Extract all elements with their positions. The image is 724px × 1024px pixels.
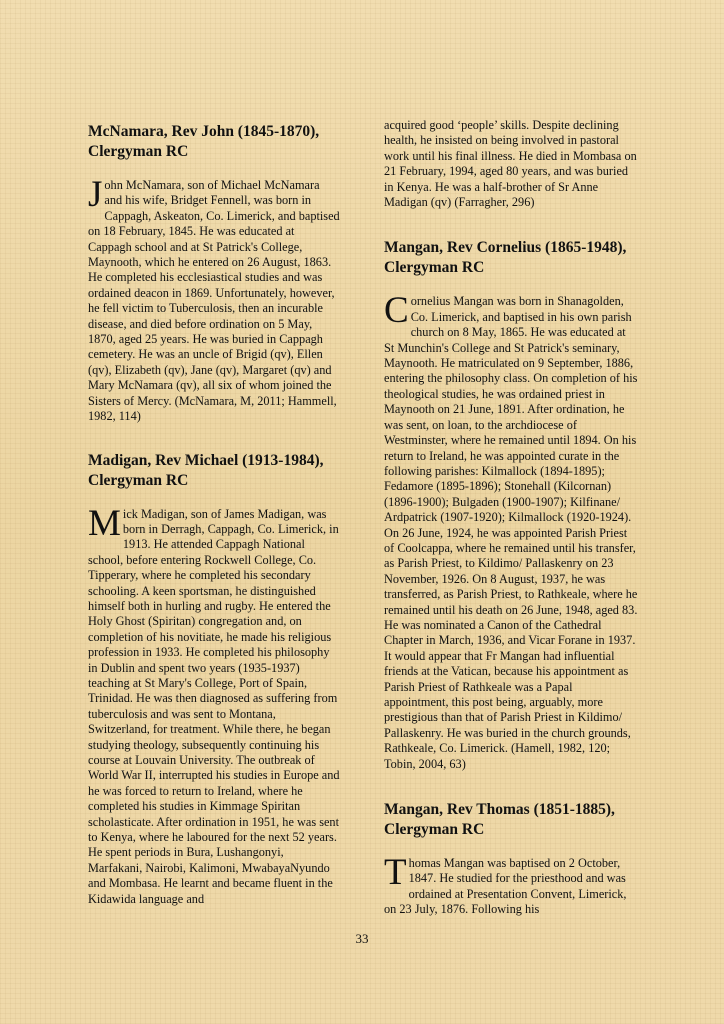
entry-title: Mangan, Rev Cornelius (1865-1948), Clergyman RC bbox=[384, 239, 627, 277]
entry-body bbox=[88, 174, 340, 425]
left-column bbox=[88, 118, 340, 907]
entry-title: Madigan, Rev Michael (1913-1984), Clergyman RC bbox=[88, 451, 324, 489]
entry-title: Mangan, Rev Thomas (1851-1885), Clergyman RC bbox=[384, 801, 615, 839]
drop-cap: C bbox=[384, 290, 409, 332]
entry-text: ick Madigan, son of James Madigan, was born in Derragh, Cappagh, Co. Limerick, in 1913. He attended Cappagh National school, before entering Rockwell College, Co. Tipperary, where he completed his secondary schooling. A keen sportsman, he distinguished himself both in hurling and rugby. He entered the Holy Ghost (Spiritan) congregation and, on completion of his novitiate, he made his religious profession in 1933. He completed his philosophy in Dublin and spent two years (1935-1937) teaching at St Mary's College, Port of Spain, Trinidad. He was then diagnosed as suffering from tuberculosis and was sent to Montana, Switzerland, for treatment. While there, he began studying theology, subsequently continuing his course at Louvain University. The outbreak of World War II, interrupted his studies in Europe and he was forced to return to Ireland, where he completed his studies in Kimmage Spiritan scholasticate. After ordination in 1951, he was sent to Kenya, where he laboured for the next 52 years. He spent periods in Bura, Lushangonyi, Marfakani, Nairobi, Kalimoni, MwabayaNyundo and Mombasa. He learnt and became fluent in the Kidawida language and bbox=[88, 506, 340, 906]
entry-text: ohn McNamara, son of Michael McNamara and his wife, Bridget Fennell, was born in Cappagh, Askeaton, Co. Limerick, and baptised on 18 February, 1845. He was educated at Cappagh school and at St Patrick's College, Maynooth, which he entered on 26 August, 1863. He completed his ecclesiastical studies and was ordained deacon in 1869. Unfortunately, however, he fell victim to Tuberculosis, then an incurable disease, and died before ordination on 5 May, 1870, aged 25 years. He was buried in Cappagh cemetery. He was an uncle of Brigid (qv), Ellen (qv), Elizabeth (qv), Jane (qv), Margaret (qv) and Mary McNamara (qv), all six of whom joined the Sisters of Mercy. (McNamara, M, 2011; Hammell, 1982, 114) bbox=[88, 178, 340, 424]
drop-cap: J bbox=[88, 174, 103, 215]
entry-body bbox=[384, 852, 638, 918]
right-column bbox=[384, 118, 638, 918]
entry-title: McNamara, Rev John (1845-1870), Clergyman RC bbox=[88, 123, 320, 160]
page-number: 33 bbox=[355, 931, 369, 946]
entry-body bbox=[384, 290, 638, 772]
entry-text: homas Mangan was baptised on 2 October, 1847. He studied for the priesthood and was ordained at Presentation Convent, Limerick, on 23 July, 1876. Following his bbox=[384, 856, 627, 917]
entry-body bbox=[88, 502, 340, 908]
entry-continuation: acquired good ‘people’ skills. Despite declining health, he insisted on being involved in pastoral work until his final illness. He died in Mombasa on 21 February, 1994, aged 80 years, and was buried in Kenya. He was a half-brother of Sr Anne Madigan (qv) (Farragher, 296) bbox=[384, 118, 637, 210]
drop-cap: M bbox=[88, 502, 121, 544]
drop-cap: T bbox=[384, 852, 407, 894]
entry-text: ornelius Mangan was born in Shanagolden, Co. Limerick, and baptised in his own parish church on 8 May, 1865. He was educated at St Munchin's College and St Patrick's seminary, Maynooth. He matriculated on 9 September, 1886, entering the philosophy class. On completion of his theological studies, he was ordained priest in Maynooth on 21 June, 1891. After ordination, he was sent, on loan, to the archdiocese of Westminster, where he remained until 1894. On his return to Ireland, he was appointed curate in the following parishes: Kilmallock (1894-1895); Fedamore (1895-1896); Stonehall (Kilcornan) (1896-1900); Bulgaden (1900-1907); Kilfinane/ Ardpatrick (1907-1920); Kilmallock (1920-1924). On 26 June, 1924, he was appointed Parish Priest of Coolcappa, where he remained until his transfer, as Parish Priest, to Kildimo/ Pallaskenry on 23 November, 1926. On 8 August, 1937, he was transferred, as Parish Priest, to Rathkeale, where he remained until his death on 26 June, 1948, aged 83. He was nominated a Canon of the Cathedral Chapter in March, 1936, and Vicar Forane in 1937. It would appear that Fr Mangan had influential friends at the Vatican, because his appointment as Parish Priest of Rathkeale was a Papal appointment, this post being, arguably, more prestigious than that of Parish Priest in Kildimo/ Pallaskenry. He was buried in the church grounds, Rathkeale, Co. Limerick. (Hamell, 1982, 120; Tobin, 2004, 63) bbox=[384, 294, 638, 771]
